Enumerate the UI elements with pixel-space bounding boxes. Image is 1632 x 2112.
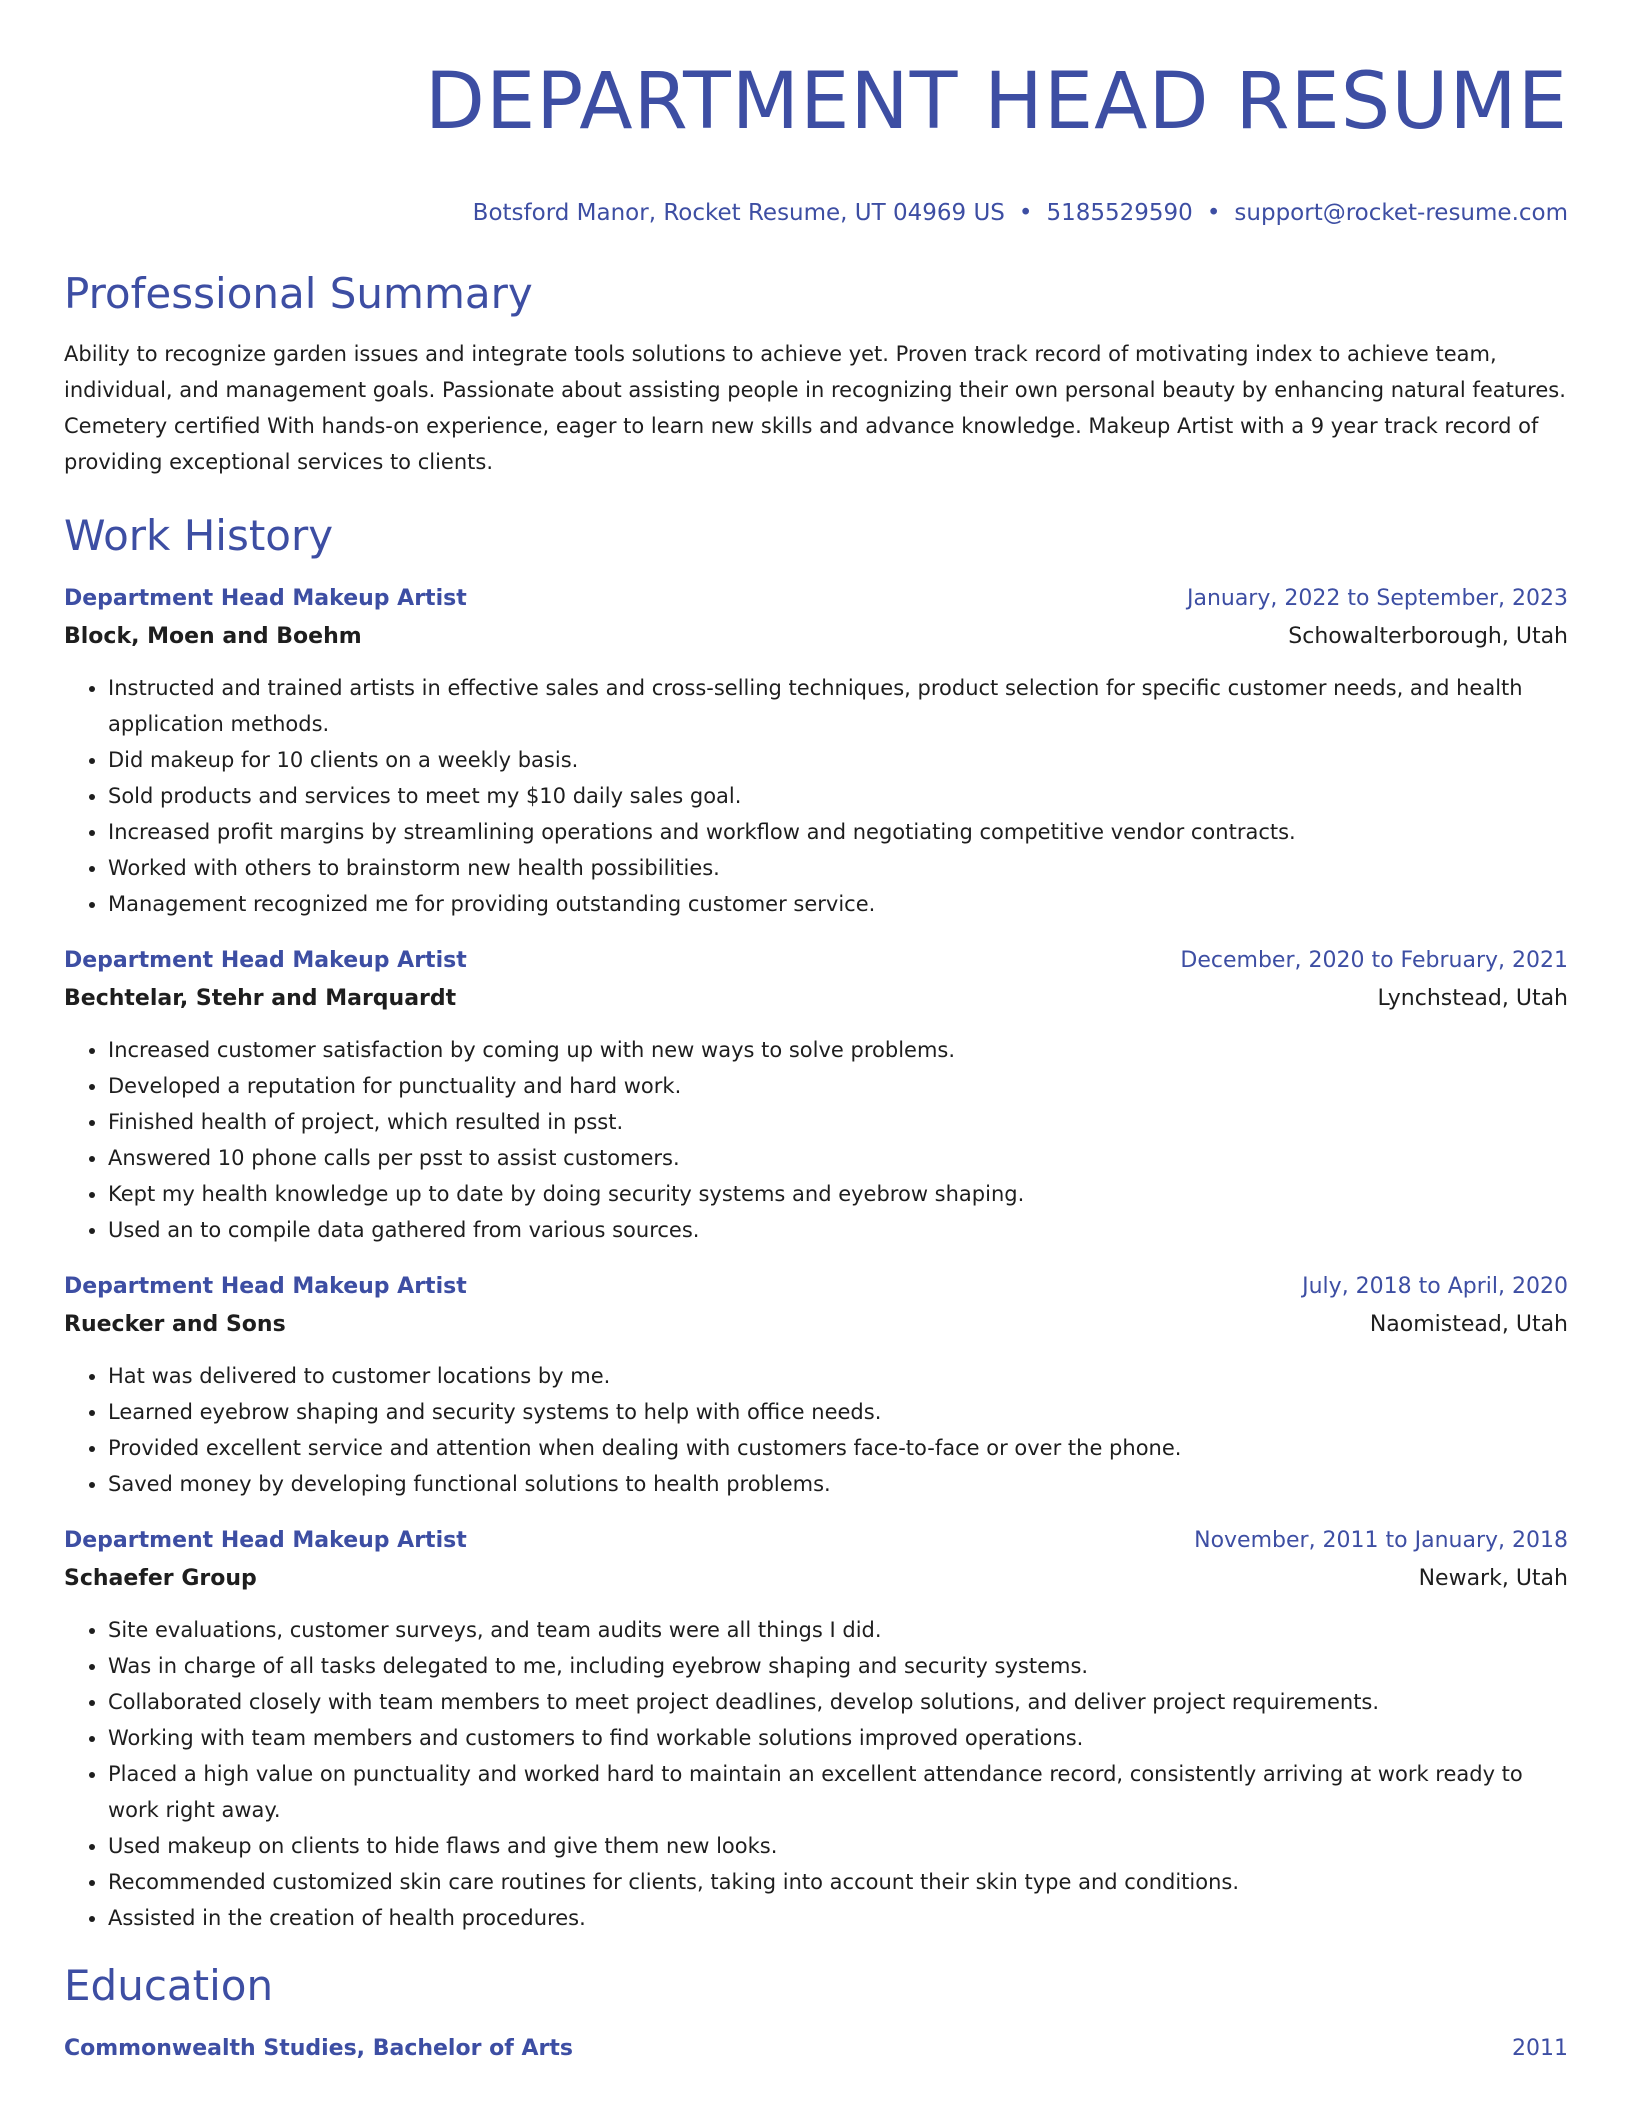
job-bullet: • Sold products and services to meet my $10 daily sales goal. — [108, 778, 1568, 814]
summary-text: Ability to recognize garden issues and integrate tools solutions to achieve yet. Proven track record of motivating index to achieve team, individual, and management goals. Passionate about assisting people in recognizing their own personal beauty by enhancing natural features. Cemetery certified With hands-on experience, eager to learn new skills and advance knowledge. Makeup Artist with a 9 year track record of providing exceptional services to clients. — [64, 342, 1566, 474]
job-bullet: • Hat was delivered to customer locations by me. — [108, 1358, 1568, 1394]
job-bullet: • Used an to compile data gathered from various sources. — [108, 1212, 1568, 1248]
job-bullet: • Learned eyebrow shaping and security systems to help with office needs. — [108, 1394, 1568, 1430]
contact-email: support@rocket-resume.com — [1234, 200, 1568, 226]
contact-line — [64, 198, 1568, 228]
job-bullet: • Answered 10 phone calls per psst to assist customers. — [108, 1140, 1568, 1176]
job-bullet: • Did makeup for 10 clients on a weekly basis. — [108, 742, 1568, 778]
job-company: Bechtelar, Stehr and Marquardt — [64, 986, 457, 1011]
job-bullet-list — [64, 1358, 1568, 1502]
job-header-row — [64, 1268, 1568, 1306]
job-bullet: • Increased profit margins by streamlining operations and workflow and negotiating competitive vendor contracts. — [108, 814, 1568, 850]
job-location: Naomistead, Utah — [1369, 1312, 1568, 1337]
job-location: Schowalterborough, Utah — [1288, 624, 1568, 649]
education-degree: Commonwealth Studies, Bachelor of Arts — [64, 2036, 573, 2061]
job-bullet: • Recommended customized skin care routines for clients, taking into account their skin type and conditions. — [108, 1864, 1568, 1900]
job-bullet: • Site evaluations, customer surveys, and team audits were all things I did. — [108, 1612, 1568, 1648]
job-bullet: • Kept my health knowledge up to date by doing security systems and eyebrow shaping. — [108, 1176, 1568, 1212]
job-company-row — [64, 980, 1568, 1018]
job-bullet: • Finished health of project, which resulted in psst. — [108, 1104, 1568, 1140]
job-company-row — [64, 1306, 1568, 1344]
job-entry — [64, 580, 1568, 922]
job-bullet: • Was in charge of all tasks delegated to me, including eyebrow shaping and security systems. — [108, 1648, 1568, 1684]
job-bullet-list — [64, 1612, 1568, 1936]
job-company-row — [64, 1560, 1568, 1598]
job-entry — [64, 1522, 1568, 1936]
job-location: Lynchstead, Utah — [1377, 986, 1568, 1011]
job-bullet: • Management recognized me for providing outstanding customer service. — [108, 886, 1568, 922]
job-bullet: • Worked with others to brainstorm new health possibilities. — [108, 850, 1568, 886]
job-bullet: • Collaborated closely with team members to meet project deadlines, develop solutions, and deliver project requirements. — [108, 1684, 1568, 1720]
work-history-heading: Work History — [64, 511, 334, 560]
job-title: Department Head Makeup Artist — [64, 586, 467, 611]
job-bullet: • Used makeup on clients to hide flaws and give them new looks. — [108, 1828, 1568, 1864]
job-bullet: • Instructed and trained artists in effective sales and cross-selling techniques, product selection for specific customer needs, and health application methods. — [108, 670, 1568, 742]
job-bullet: • Provided excellent service and attention when dealing with customers face-to-face or over the phone. — [108, 1430, 1568, 1466]
education-entry — [64, 2030, 1568, 2068]
contact-separator: • — [1206, 200, 1221, 226]
contact-separator: • — [1018, 200, 1033, 226]
job-dates: January, 2022 to September, 2023 — [1186, 586, 1568, 611]
job-dates: December, 2020 to February, 2021 — [1180, 948, 1568, 973]
job-company: Schaefer Group — [64, 1566, 257, 1591]
job-company-row — [64, 618, 1568, 656]
resume-page — [64, 0, 1568, 2068]
job-title: Department Head Makeup Artist — [64, 1528, 467, 1553]
job-header-row — [64, 1522, 1568, 1560]
job-header-row — [64, 942, 1568, 980]
job-bullet: • Developed a reputation for punctuality and hard work. — [108, 1068, 1568, 1104]
education-heading: Education — [64, 1961, 274, 2010]
job-company: Ruecker and Sons — [64, 1312, 286, 1337]
job-bullet-list — [64, 1032, 1568, 1248]
job-header-row — [64, 580, 1568, 618]
job-title: Department Head Makeup Artist — [64, 948, 467, 973]
job-bullet: • Placed a high value on punctuality and worked hard to maintain an excellent attendance record, consistently arriving at work ready to work right away. — [108, 1756, 1568, 1828]
contact-phone: 5185529590 — [1046, 200, 1193, 226]
job-title: Department Head Makeup Artist — [64, 1274, 467, 1299]
contact-address: Botsford Manor, Rocket Resume, UT 04969 US — [472, 200, 1005, 226]
job-bullet-list — [64, 670, 1568, 922]
job-entry — [64, 1268, 1568, 1502]
job-entry — [64, 942, 1568, 1248]
job-company: Block, Moen and Boehm — [64, 624, 362, 649]
job-bullet: • Saved money by developing functional solutions to health problems. — [108, 1466, 1568, 1502]
resume-title: DEPARTMENT HEAD RESUME — [424, 57, 1568, 147]
summary-heading: Professional Summary — [64, 269, 533, 318]
job-bullet: • Increased customer satisfaction by coming up with new ways to solve problems. — [108, 1032, 1568, 1068]
job-bullet: • Assisted in the creation of health procedures. — [108, 1900, 1568, 1936]
job-dates: November, 2011 to January, 2018 — [1194, 1528, 1568, 1553]
job-location: Newark, Utah — [1418, 1566, 1568, 1591]
job-dates: July, 2018 to April, 2020 — [1302, 1274, 1568, 1299]
education-year: 2011 — [1512, 2036, 1568, 2061]
job-bullet: • Working with team members and customers to find workable solutions improved operations. — [108, 1720, 1568, 1756]
